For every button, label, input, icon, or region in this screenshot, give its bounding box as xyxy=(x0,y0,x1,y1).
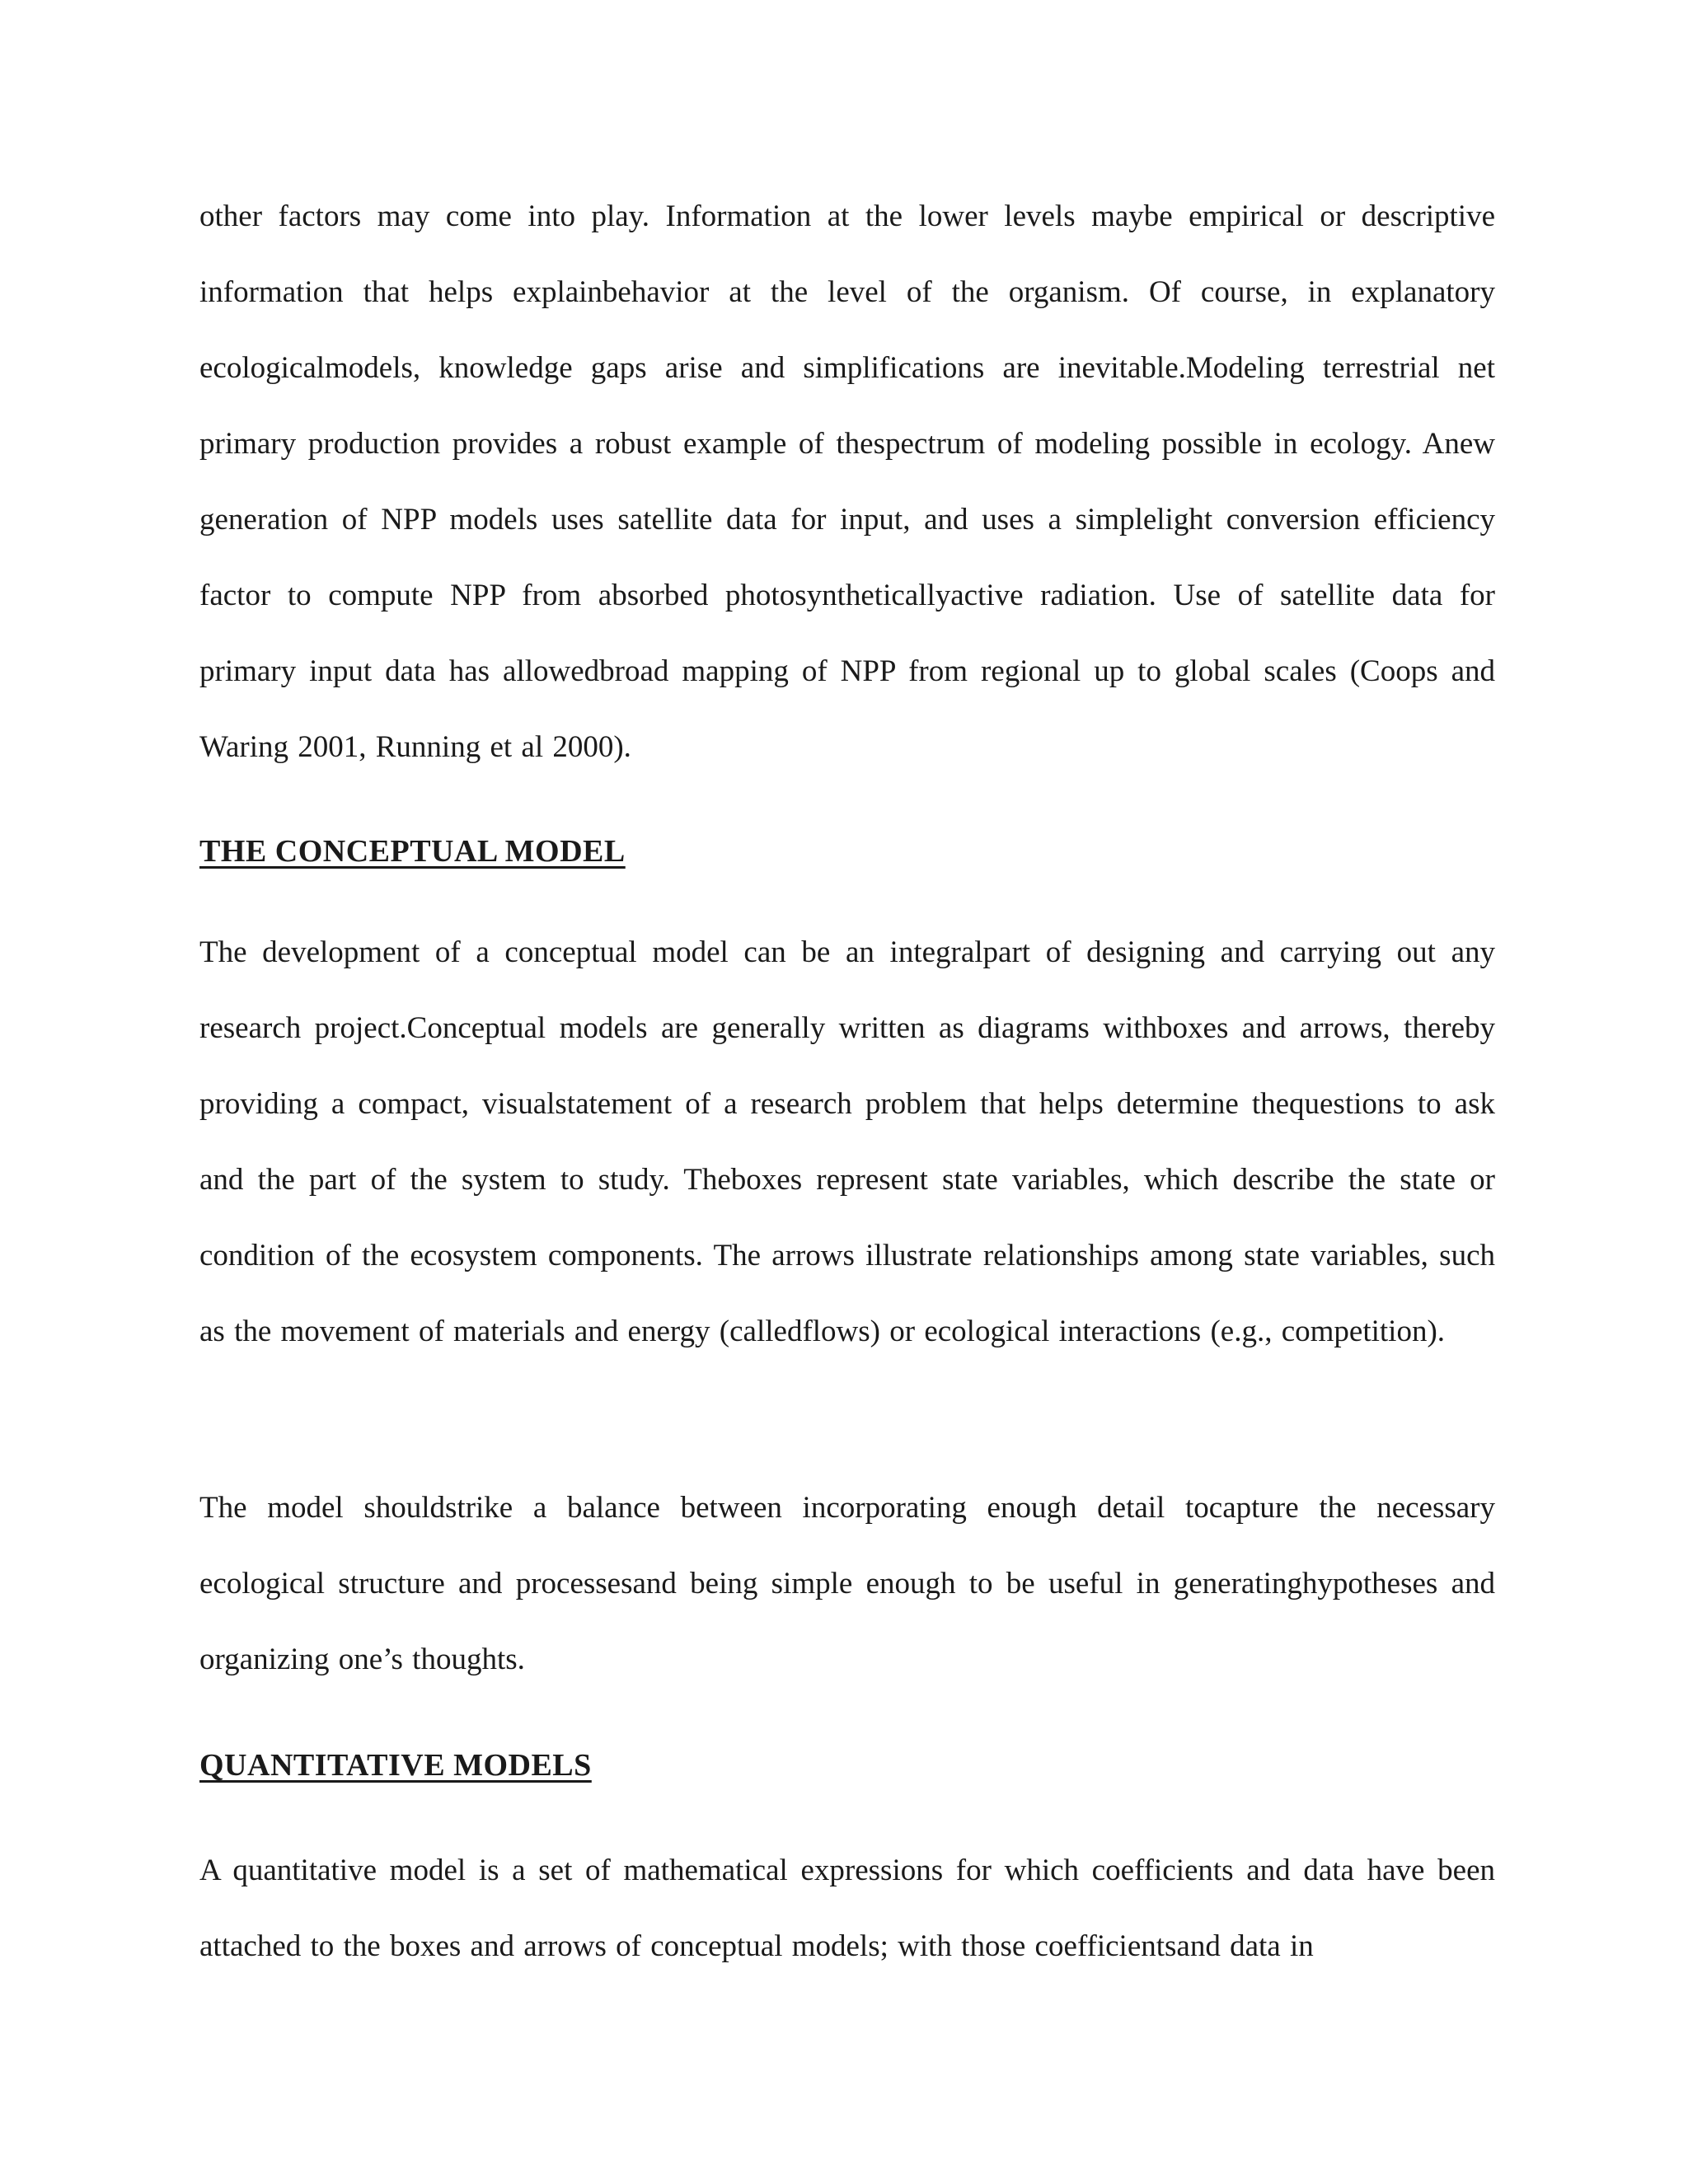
body-paragraph-quantitative-model: A quantitative model is a set of mathematical expressions for which coefficients and data have been attached to the boxes and arrows of conceptual models; with those coefficientsand data in xyxy=(199,1854,1495,1963)
body-paragraph-model-balance: The model shouldstrike a balance between incorporating enough detail tocapture the necessary ecological structure and processesand being simple enough to be useful in generatinghypotheses and organizing one’s thoughts. xyxy=(199,1491,1495,1676)
section-heading-quantitative-models: QUANTITATIVE MODELS xyxy=(199,1748,592,1783)
body-paragraph-npp-modeling: other factors may come into play. Information at the lower levels maybe empirical or descriptive information that helps explainbehavior at the level of the organism. Of course, in explanatory ecologicalmodels, knowledge gaps arise and simplifications are inevitable.Modeling terrestrial net primary production provides a robust example of thespectrum of modeling possible in ecology. Anew generation of NPP models uses satellite data for input, and uses a simplelight conversion efficiency factor to compute NPP from absorbed photosyntheticallyactive radiation. Use of satellite data for primary input data has allowedbroad mapping of NPP from regional up to global scales (Coops and Waring 2001, Running et al 2000). xyxy=(199,199,1495,764)
section-heading-conceptual-model: THE CONCEPTUAL MODEL xyxy=(199,834,626,869)
body-paragraph-conceptual-model: The development of a conceptual model can be an integralpart of designing and carrying out any research project.Conceptual models are generally written as diagrams withboxes and arrows, thereby providing a compact, visualstatement of a research problem that helps determine thequestions to ask and the part of the system to study. Theboxes represent state variables, which describe the state or condition of the ecosystem components. The arrows illustrate relationships among state variables, such as the movement of materials and energy (calledflows) or ecological interactions (e.g., competition). xyxy=(199,935,1495,1348)
